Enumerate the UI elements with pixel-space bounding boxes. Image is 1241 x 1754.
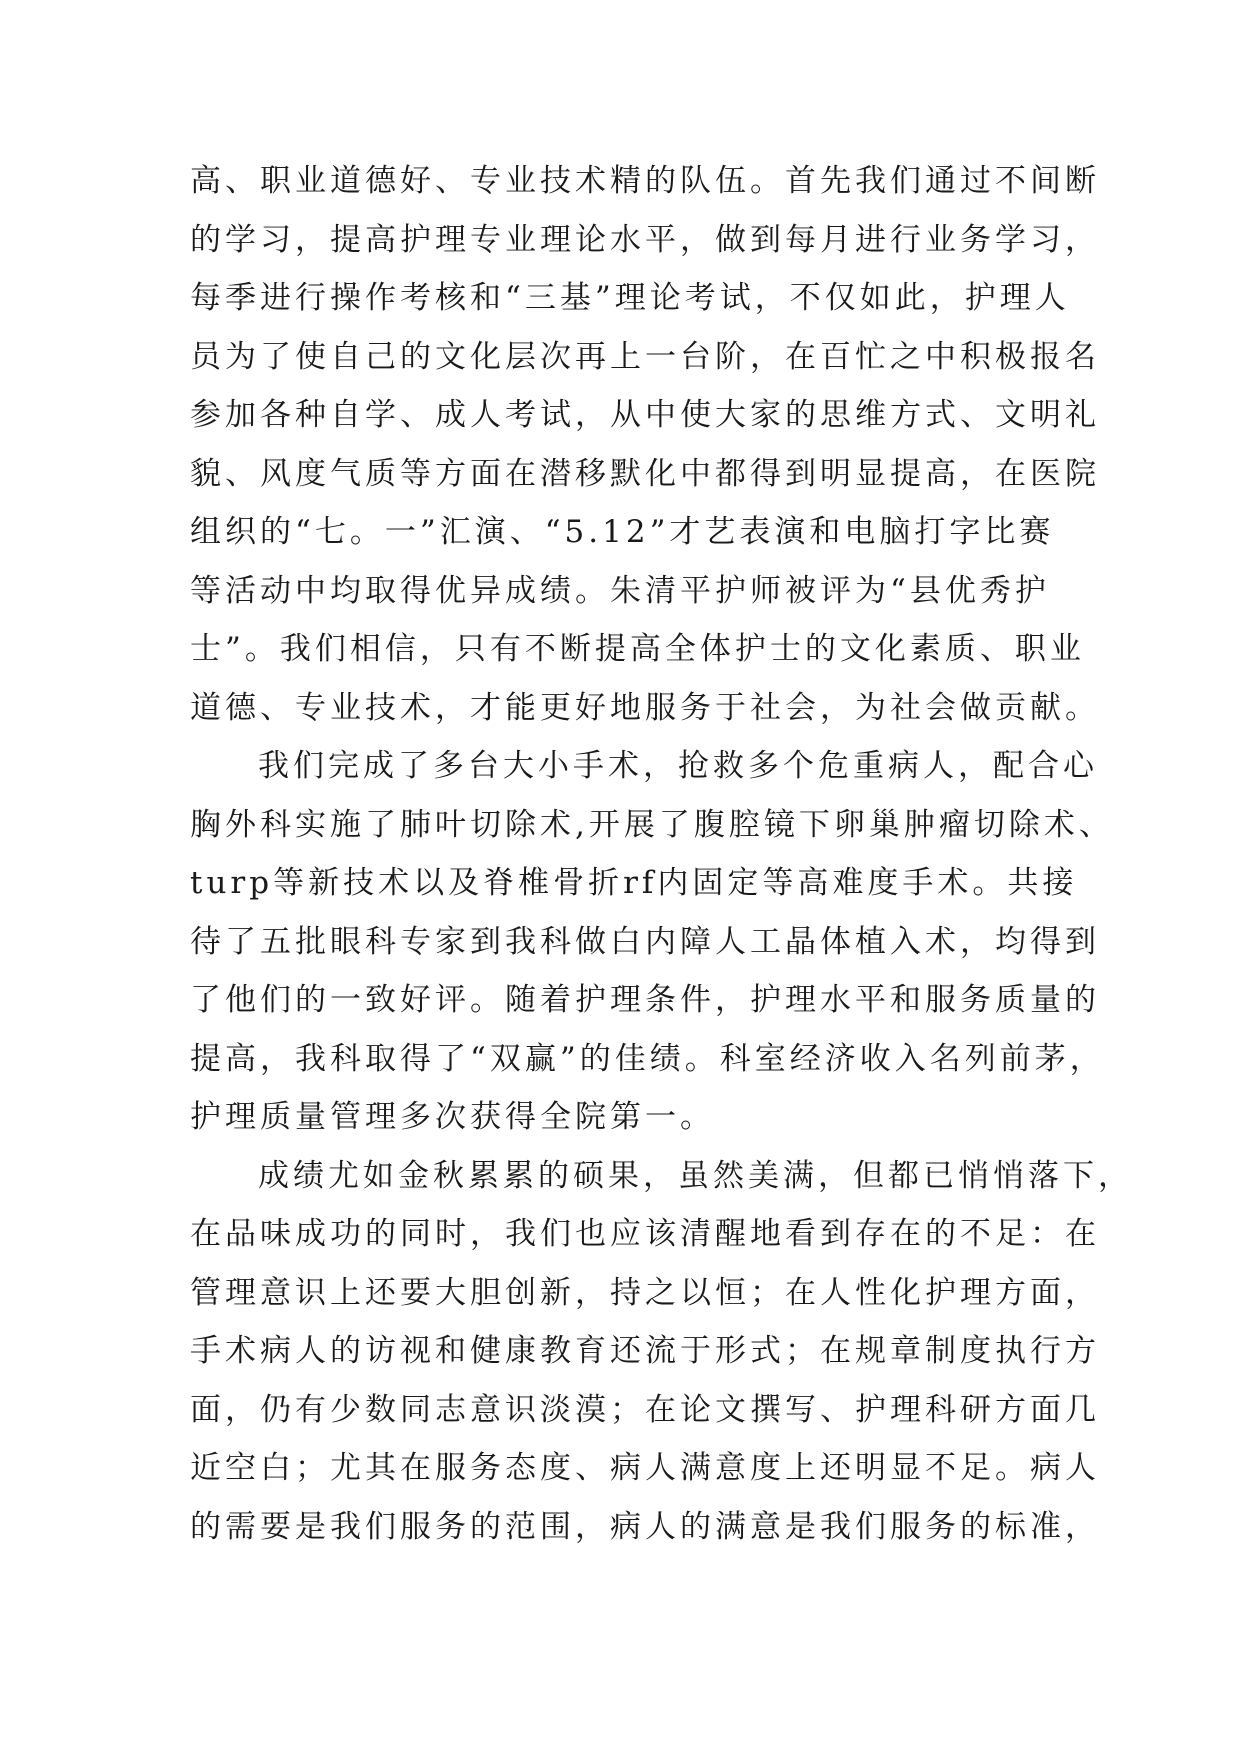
text-line: 待了五批眼科专家到我科做白内障人工晶体植入术，均得到: [190, 923, 1100, 960]
text-line: 在品味成功的同时，我们也应该清醒地看到存在的不足：在: [190, 1216, 1100, 1252]
text-line: 貌、风度气质等方面在潜移默化中都得到明显提高，在医院: [190, 455, 1100, 492]
text-line: 面，仍有少数同志意识淡漠；在论文撰写、护理科研方面几: [190, 1391, 1100, 1428]
text-line: 管理意识上还要大胆创新，持之以恒；在人性化护理方面，: [190, 1274, 1100, 1311]
body-text: [190, 152, 1133, 1556]
text-line: 高、职业道德好、专业技术精的队伍。首先我们通过不间断: [190, 163, 1100, 199]
text-line: 近空白；尤其在服务态度、病人满意度上还明显不足。病人: [190, 1450, 1100, 1486]
text-line: 每季进行操作考核和“三基”理论考试，不仅如此，护理人: [190, 280, 1070, 316]
text-line: 参加各种自学、成人考试，从中使大家的思维方式、文明礼: [190, 397, 1100, 433]
paragraph-start-line: 成绩尤如金秋累累的硕果，虽然美满，但都已悄悄落下，: [258, 1157, 1133, 1194]
text-line: 的需要是我们服务的范围，病人的满意是我们服务的标准，: [190, 1508, 1100, 1545]
text-line: 士”。我们相信，只有不断提高全体护士的文化素质、职业: [190, 631, 1085, 667]
text-line: 的学习，提高护理专业理论水平，做到每月进行业务学习，: [190, 221, 1100, 258]
text-line: 等活动中均取得优异成绩。朱清平护师被评为“县优秀护: [190, 572, 1050, 609]
text-line: 道德、专业技术，才能更好地服务于社会，为社会做贡献。: [190, 689, 1100, 726]
text-line: 胸外科实施了肺叶切除术,开展了腹腔镜下卵巢肿瘤切除术、: [190, 806, 1114, 843]
text-line: turp等新技术以及脊椎骨折rf内固定等高难度手术。共接: [190, 865, 1078, 901]
text-line: 员为了使自己的文化层次再上一台阶，在百忙之中积极报名: [190, 338, 1100, 375]
text-line: 组织的“七。一”汇演、“5.12”才艺表演和电脑打字比赛: [190, 514, 1055, 550]
text-line: 提高，我科取得了“双赢”的佳绩。科室经济收入名列前茅，: [190, 1040, 1105, 1077]
text-line: 手术病人的访视和健康教育还流于形式；在规章制度执行方: [190, 1333, 1100, 1369]
paragraph-start-line: 我们完成了多台大小手术，抢救多个危重病人，配合心: [258, 748, 1098, 784]
text-line: 了他们的一致好评。随着护理条件，护理水平和服务质量的: [190, 982, 1100, 1018]
text-line: 护理质量管理多次获得全院第一。: [190, 1099, 715, 1135]
